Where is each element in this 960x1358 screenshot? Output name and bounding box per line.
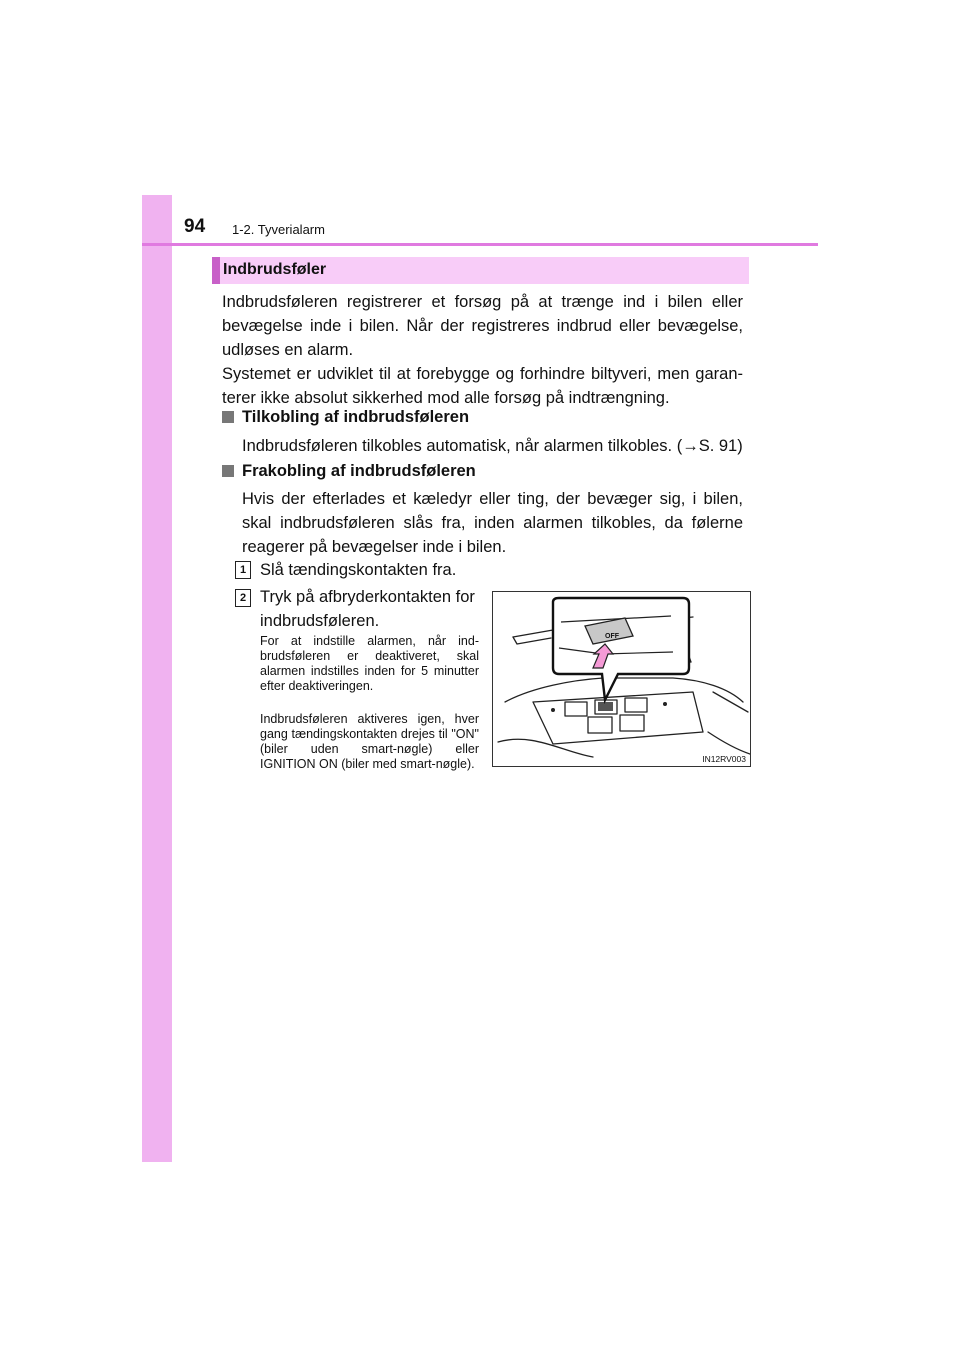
header-rule (142, 243, 818, 246)
console-light-dot (551, 708, 555, 712)
console-button (565, 702, 587, 716)
side-tab-band (142, 195, 172, 1162)
section-title: Indbrudsføler (223, 261, 327, 278)
intrusion-sensor-switch-small (598, 702, 613, 711)
console-drawing (493, 592, 750, 766)
intro-paragraph-1: Indbrudsføleren registrerer et forsøg på at trænge ind i bilen eller bevægelse inde i bilen. Når der registreres indbrud eller bevægelse, udløses en alarm. (222, 293, 743, 359)
headliner-edge-line (513, 637, 551, 644)
subsection-heading-arm (222, 408, 469, 427)
figure-code: IN12RV003 (702, 754, 746, 764)
subsection-text-arm: Indbrudsføleren tilkobles automatisk, når alarmen tilkobles. (→S. 91) (242, 437, 743, 455)
subsection-heading-text: Tilkobling af indbrudsføleren (242, 408, 470, 426)
intro-paragraph-2: Systemet er udviklet til at forebygge og forhindre biltyveri, men garan-terer ikke absolut sikkerhed mod alle forsøg på indtrængning. (222, 365, 743, 407)
subsection-heading-text: Frakobling af indbrudsføleren (242, 462, 476, 480)
note-paragraph-2: Indbrudsføleren aktiveres igen, hver gang tændingskontakten drejes til "ON" (biler uden smart-nøgle) eller IGNITION ON (biler med smart-nøgle). (260, 712, 479, 771)
note-paragraph-1: For at indstille alarmen, når ind-brudsføleren er deaktiveret, skal alarmen indstilles inden for 5 minutter efter deaktiveringen. (260, 634, 479, 693)
page-number: 94 (184, 216, 206, 237)
magnified-callout-bubble (553, 598, 689, 700)
step-text: Slå tændingskontakten fra. (260, 561, 457, 579)
console-button (588, 717, 612, 733)
switch-off-label: OFF (605, 633, 619, 640)
subsection-text-disarm: Hvis der efterlades et kæledyr eller ting, der bevæger sig, i bilen, skal indbrudsføleren slås fra, inden alarmen tilkobles, da følerne reagerer på bevægelser inde i bilen. (242, 490, 743, 556)
console-button (620, 715, 644, 731)
square-bullet-icon (222, 411, 234, 423)
step-text: Tryk på afbryderkontakten for indbrudsføleren. (260, 588, 475, 630)
overhead-console-illustration (492, 591, 751, 767)
step-number-badge: 2 (235, 589, 251, 607)
console-button (625, 698, 647, 712)
console-light-dot (663, 702, 667, 706)
chapter-title: 1-2. Tyverialarm (232, 222, 325, 237)
console-lower-panel (533, 692, 703, 744)
step-number-badge: 1 (235, 561, 251, 579)
interior-trim-line (708, 732, 750, 754)
subsection-heading-disarm (222, 462, 476, 481)
console-outline (505, 678, 743, 702)
square-bullet-icon (222, 465, 234, 477)
